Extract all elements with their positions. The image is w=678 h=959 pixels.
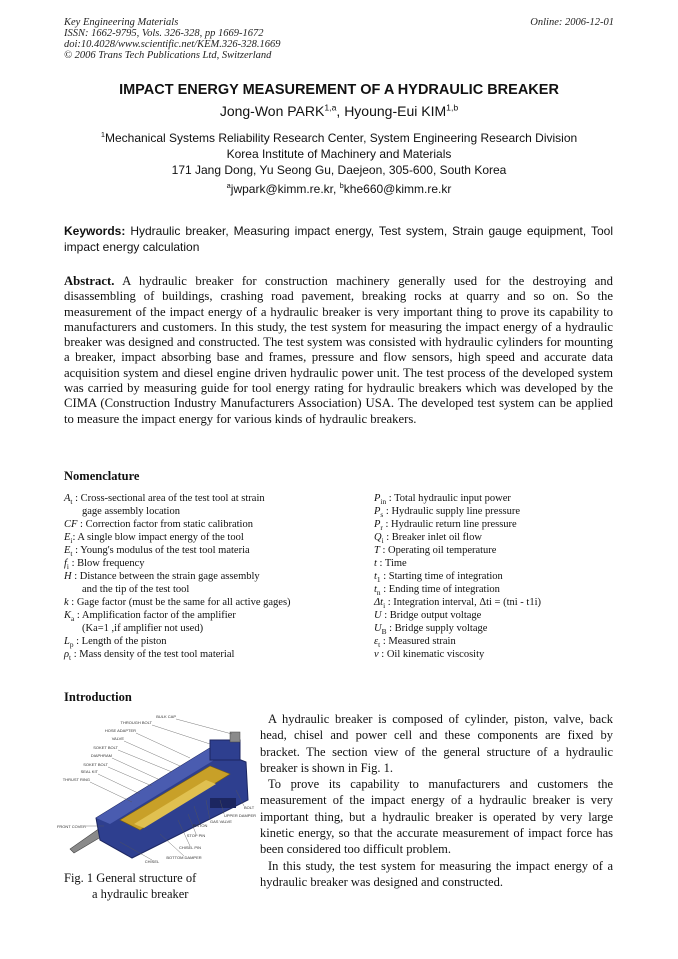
nomenclature-symbol: K <box>64 610 72 621</box>
nomenclature-symbol: E <box>64 545 71 556</box>
nomenclature-symbol: L <box>64 636 70 647</box>
nomenclature-definition: : Hydraulic supply line pressure <box>383 506 521 517</box>
nomenclature-definition: : Total hydraulic input power <box>386 493 511 504</box>
nomenclature-definition: (Ka=1 ,if amplifier not used) <box>82 623 204 634</box>
nomenclature-definition: : Measured strain <box>380 636 456 647</box>
email-a[interactable]: jwpark@kimm.re.kr, <box>230 182 340 196</box>
nomenclature-subscript: i <box>70 536 73 546</box>
nomenclature-entry <box>64 622 364 635</box>
nomenclature-definition: : Starting time of integration <box>380 571 503 582</box>
nomenclature-definition: and the tip of the test tool <box>82 584 190 595</box>
affil-line-3: 171 Jang Dong, Yu Seong Gu, Daejeon, 305-600, South Korea <box>171 163 507 177</box>
nomenclature-entry <box>374 596 614 609</box>
running-header <box>64 17 281 61</box>
nomenclature-definition: : Gage factor (must be the same for all active gages) <box>68 597 291 608</box>
keywords-label: Keywords: <box>64 224 126 238</box>
nomenclature-entry <box>64 492 364 505</box>
nomenclature-entry <box>64 518 364 531</box>
copyright-line: © 2006 Trans Tech Publications Ltd, Switzerland <box>64 50 272 61</box>
nomenclature-subscript: 1 <box>376 575 381 585</box>
nomenclature-subscript: t <box>70 497 73 507</box>
nomenclature-definition: : Young's modulus of the test tool materia <box>72 545 250 556</box>
figure-part-label: BOTTOM DAMPER <box>166 855 202 860</box>
figure-part-label: HOSE ADAPTER <box>104 728 136 733</box>
nomenclature-definition: : Ending time of integration <box>380 584 500 595</box>
nomenclature-definition: : Bridge output voltage <box>381 610 482 621</box>
keywords <box>64 224 613 255</box>
author-2: Hyoung-Eui KIM <box>344 103 447 119</box>
nomenclature-definition: : Integration interval, Δti = (tni - t1i) <box>385 597 541 608</box>
nomenclature-definition: : A single blow impact energy of the tool <box>72 532 244 543</box>
author-1: Jong-Won PARK <box>219 103 325 119</box>
figure-part-label: VALVE <box>111 736 124 741</box>
nomenclature-entry <box>374 609 614 622</box>
nomenclature-symbol: U <box>374 610 382 621</box>
nomenclature-definition: gage assembly location <box>82 506 180 517</box>
affil-line-2: Korea Institute of Machinery and Materials <box>226 147 452 161</box>
abstract-label: Abstract. <box>64 274 115 288</box>
nomenclature-entry <box>64 557 364 570</box>
nomenclature-entry <box>64 609 364 622</box>
email-a-sup: a <box>226 181 231 190</box>
nomenclature-symbol: Q <box>374 532 382 543</box>
nomenclature-definition: : Time <box>376 558 407 569</box>
nomenclature-entry <box>64 505 364 518</box>
figure-part-label: UPPER DAMPER <box>224 813 257 818</box>
nomenclature-symbol: T <box>374 545 380 556</box>
nomenclature-definition: : Correction factor from static calibration <box>77 519 253 530</box>
figure-caption <box>64 870 196 902</box>
nomenclature-entry <box>64 596 364 609</box>
figure-part-label: CHISEL PIN <box>178 845 202 850</box>
nomenclature-entry <box>374 531 614 544</box>
figure-caption-line-1: Fig. 1 General structure of <box>64 871 197 885</box>
doi-line[interactable]: doi:10.4028/www.scientific.net/KEM.326-328.1669 <box>64 39 281 50</box>
nomenclature-entry <box>374 648 614 661</box>
paper-title: IMPACT ENERGY MEASUREMENT OF A HYDRAULIC BREAKER <box>119 82 559 98</box>
figure-caption-line-2: a hydraulic breaker <box>92 887 189 901</box>
nomenclature-entry <box>64 648 364 661</box>
nomenclature-symbol: P <box>374 519 381 530</box>
nomenclature-symbol: ε <box>374 636 379 647</box>
nomenclature-entry <box>374 583 614 596</box>
nomenclature-left <box>64 492 364 661</box>
intro-paragraph-2: To prove its capability to manufacturers and customers the measurement of the impact energy of a hydraulic breaker is very important thing, but a hydraulic breaker is operated by very large kinetic energy, so that the accurate measurement of impact force has been considered too difficult problem. <box>260 777 613 857</box>
nomenclature-entry <box>64 531 364 544</box>
nomenclature-symbol: P <box>374 493 381 504</box>
nomenclature-subscript: a <box>71 614 75 624</box>
nomenclature-subscript: i <box>66 562 69 572</box>
figure-part-label: DIAPHRAM <box>90 753 112 758</box>
figure-part-label: BOLT <box>244 805 255 810</box>
nomenclature-entry <box>374 492 614 505</box>
online-date: Online: 2006-12-01 <box>530 17 614 28</box>
nomenclature-symbol: t <box>374 571 377 582</box>
nomenclature-entry <box>374 635 614 648</box>
intro-paragraph-1: A hydraulic breaker is composed of cylinder, piston, valve, back head, chisel and power cell and these components are fixed by bracket. The section view of the general structure of a hydraulic breaker is shown in Fig. 1. <box>260 712 613 775</box>
figure-labels <box>56 710 260 870</box>
nomenclature-subscript: i <box>381 536 384 546</box>
nomenclature-subscript: i <box>383 601 386 611</box>
nomenclature-symbol: H <box>64 571 72 582</box>
figure-part-label: FRONT COVER <box>56 824 86 829</box>
nomenclature-definition: : Hydraulic return line pressure <box>382 519 517 530</box>
emails <box>0 182 678 196</box>
nomenclature-entry <box>64 544 364 557</box>
nomenclature-symbol: Δt <box>374 597 384 608</box>
figure-part-label: SOKET BOLT <box>83 762 108 767</box>
author-1-affil: 1,a <box>324 102 337 113</box>
affiliation <box>0 130 678 178</box>
email-b-sup: b <box>339 181 344 190</box>
nomenclature-subscript: t <box>69 653 72 663</box>
authors <box>0 103 678 119</box>
author-2-affil: 1,b <box>446 102 459 113</box>
nomenclature-definition: : Blow frequency <box>68 558 145 569</box>
nomenclature-subscript: in <box>380 497 387 507</box>
nomenclature-definition: : Breaker inlet oil flow <box>383 532 482 543</box>
nomenclature-entry <box>64 583 364 596</box>
nomenclature-entry <box>374 622 614 635</box>
figure-part-label: PISTON <box>192 823 208 828</box>
nomenclature-definition: : Oil kinematic viscosity <box>378 649 485 660</box>
nomenclature-entry <box>374 570 614 583</box>
nomenclature-symbol: ν <box>374 649 379 660</box>
nomenclature-definition: : Length of the piston <box>73 636 167 647</box>
nomenclature-entry <box>64 635 364 648</box>
introduction-body <box>260 711 613 890</box>
nomenclature-definition: : Operating oil temperature <box>379 545 497 556</box>
nomenclature-symbol: CF <box>64 519 78 530</box>
figure-part-label: CHISEL <box>144 859 160 864</box>
email-b[interactable]: khe660@kimm.re.kr <box>343 182 452 196</box>
nomenclature-subscript: r <box>380 523 383 533</box>
nomenclature-symbol: t <box>374 558 377 569</box>
nomenclature-definition: : Bridge supply voltage <box>386 623 488 634</box>
figure-part-label: STOP PIN <box>186 833 206 838</box>
nomenclature-definition: : Amplification factor of the amplifier <box>74 610 236 621</box>
author-separator: , <box>336 103 345 119</box>
nomenclature-symbol: A <box>64 493 71 504</box>
figure-part-label: THRUST RING <box>62 777 90 782</box>
nomenclature-symbol: U <box>374 623 382 634</box>
nomenclature-entry <box>374 505 614 518</box>
nomenclature-entry <box>64 570 364 583</box>
nomenclature-symbol: f <box>64 558 67 569</box>
keywords-text: Hydraulic breaker, Measuring impact energy, Test system, Strain gauge equipment, Tool impact energy calculation <box>64 224 613 254</box>
figure-part-label: BULK CAP <box>156 714 176 719</box>
affil-line-1: Mechanical Systems Reliability Research Center, System Engineering Research Division <box>104 131 578 145</box>
nomenclature-symbol: ρ <box>64 649 70 660</box>
nomenclature-symbol: P <box>374 506 381 517</box>
figure-part-label: THROUGH BOLT <box>120 720 152 725</box>
nomenclature-heading: Nomenclature <box>64 469 140 483</box>
nomenclature-subscript: n <box>376 588 381 598</box>
nomenclature-subscript: p <box>69 640 74 650</box>
nomenclature-right <box>374 492 614 661</box>
nomenclature-definition: : Distance between the strain gage assembly <box>71 571 260 582</box>
nomenclature-subscript: t <box>378 640 381 650</box>
nomenclature-entry <box>374 518 614 531</box>
introduction-heading: Introduction <box>64 690 132 704</box>
abstract-text: A hydraulic breaker for construction machinery generally used for the destroying and disassembling of buildings, crashing road pavement, breaking rocks at quarry and so on. So the measurement of the impact energy of a hydraulic breaker is very important thing to prove its capability to manufacturers and customers. In this study, the test system for measuring the impact energy of a hydraulic breaker was designed and constructed. The test system was consisted with hydraulic cylinders for mounting a breaker, impact absorbing base and frames, pressure and flow sensors, high speed and accurate data acquisition system and diesel engine driven hydraulic power unit. The test process of the developed system was carried by measuring guide for tool energy rating for hydraulic breakers which was developed by the CIMA (Construction Industry Manufacturers Association) USA. The developed test system can be applied to measure the impact energy for various kinds of hydraulic breakers. <box>64 274 613 426</box>
figure-part-label: GAS VALVE <box>210 819 232 824</box>
nomenclature-entry <box>374 544 614 557</box>
issn-line: ISSN: 1662-9795, Vols. 326-328, pp 1669-1672 <box>64 28 264 39</box>
nomenclature-definition: : Cross-sectional area of the test tool at strain <box>72 493 265 504</box>
abstract <box>64 274 613 427</box>
nomenclature-subscript: B <box>381 627 387 637</box>
nomenclature-symbol: k <box>64 597 69 608</box>
journal-name: Key Engineering Materials <box>64 17 179 28</box>
nomenclature-symbol: t <box>374 584 377 595</box>
nomenclature-subscript: t <box>70 549 73 559</box>
nomenclature-subscript: s <box>380 510 384 520</box>
nomenclature-entry <box>374 557 614 570</box>
intro-paragraph-3: In this study, the test system for measuring the impact energy of a hydraulic breaker was designed and constructed. <box>260 858 613 889</box>
figure-part-label: SOKET BOLT <box>93 745 118 750</box>
nomenclature-symbol: E <box>64 532 71 543</box>
figure-part-label: SEAL KIT <box>80 769 98 774</box>
nomenclature-definition: : Mass density of the test tool material <box>71 649 235 660</box>
affil-sup: 1 <box>100 130 105 139</box>
